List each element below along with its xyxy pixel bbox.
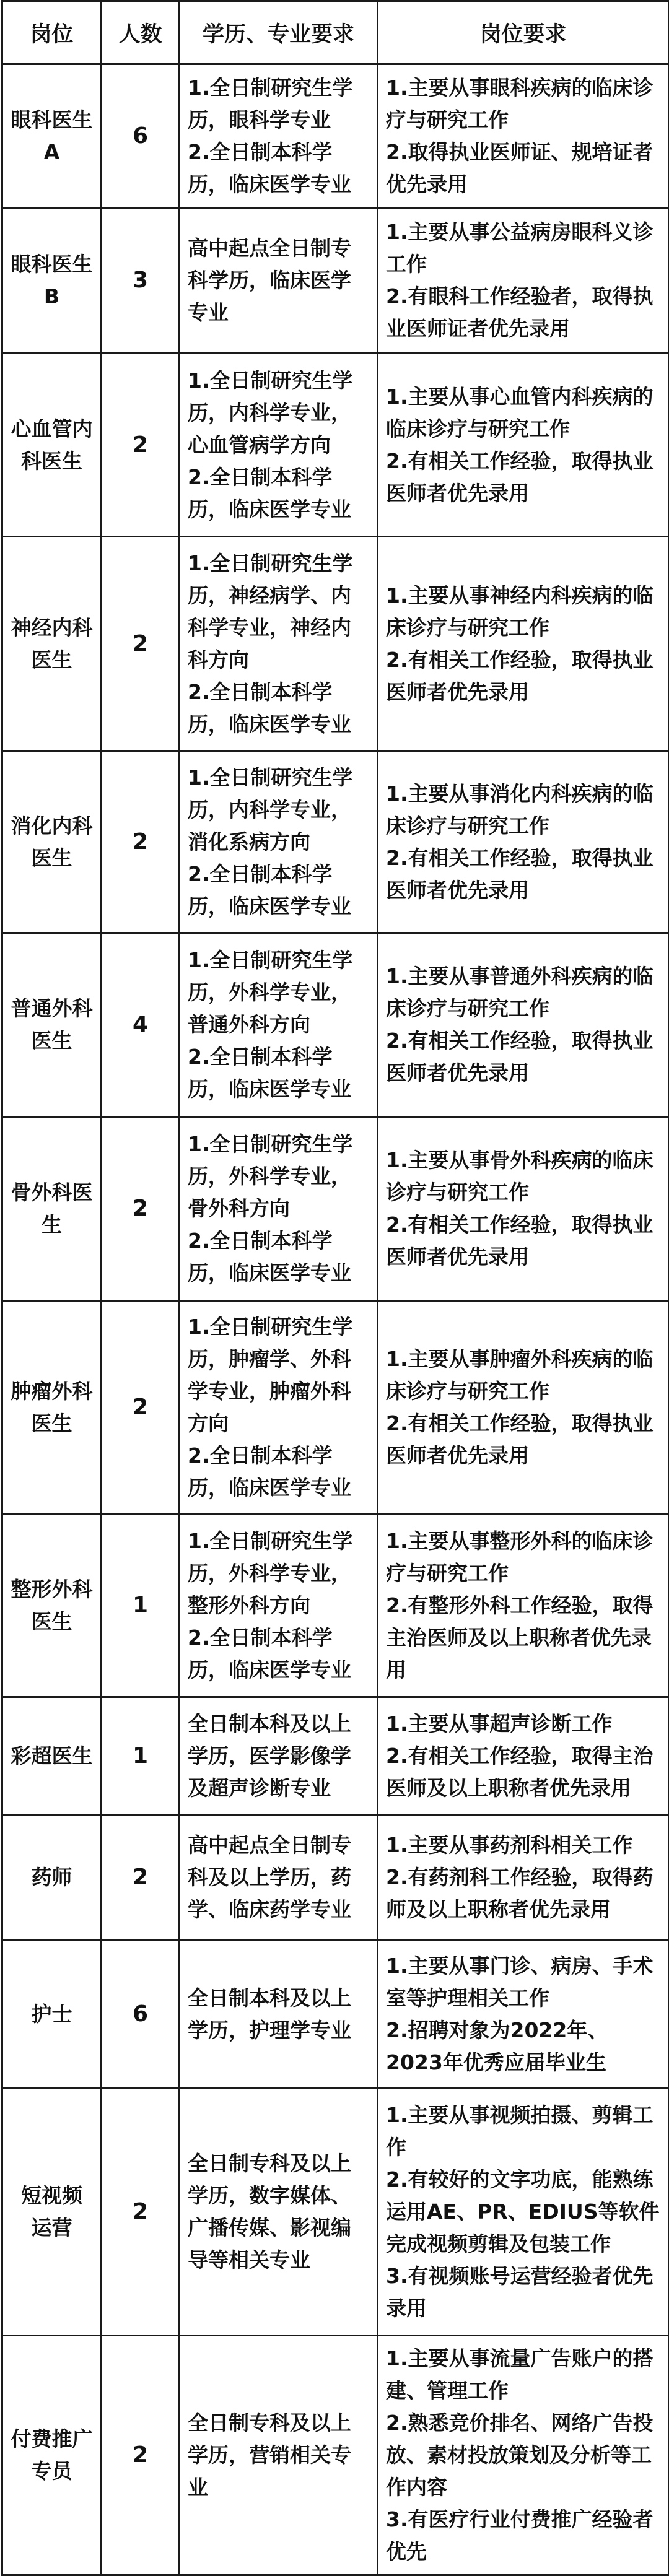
requirements-cell: 1.主要从事流量广告账户的搭建、管理工作 2.熟悉竞价排名、网络广告投放、素材投放策划及分析等工作内容 3.有医疗行业付费推广经验者优先 bbox=[378, 2336, 669, 2575]
table-header-row bbox=[2, 1, 669, 64]
table-row bbox=[2, 1697, 669, 1815]
education-cell: 1.全日制研究生学历，内科学专业，消化系病方向 2.全日制本科学历，临床医学专业 bbox=[180, 751, 378, 933]
count-cell: 2 bbox=[102, 2336, 180, 2575]
requirements-cell: 1.主要从事消化内科疾病的临床诊疗与研究工作 2.有相关工作经验，取得执业医师者优先录用 bbox=[378, 751, 669, 933]
education-cell: 1.全日制研究生学历，神经病学、内科学专业，神经内科方向 2.全日制本科学历，临床医学专业 bbox=[180, 537, 378, 751]
table-row bbox=[2, 1815, 669, 1941]
header-education: 学历、专业要求 bbox=[180, 1, 378, 64]
count-cell: 4 bbox=[102, 933, 180, 1117]
table-row bbox=[2, 933, 669, 1117]
position-cell: 眼科医生 A bbox=[2, 64, 102, 208]
count-cell: 2 bbox=[102, 751, 180, 933]
table-row bbox=[2, 2088, 669, 2336]
table-row bbox=[2, 2336, 669, 2575]
count-cell: 1 bbox=[102, 1697, 180, 1815]
table-row bbox=[2, 354, 669, 537]
education-cell: 全日制本科及以上学历，医学影像学及超声诊断专业 bbox=[180, 1697, 378, 1815]
requirements-cell: 1.主要从事心血管内科疾病的临床诊疗与研究工作 2.有相关工作经验，取得执业医师者优先录用 bbox=[378, 354, 669, 537]
education-cell: 全日制专科及以上学历，数字媒体、广播传媒、影视编导等相关专业 bbox=[180, 2088, 378, 2336]
position-cell: 药师 bbox=[2, 1815, 102, 1941]
education-cell: 全日制专科及以上学历，营销相关专业 bbox=[180, 2336, 378, 2575]
education-cell: 1.全日制研究生学历，肿瘤学、外科学专业，肿瘤外科方向 2.全日制本科学历，临床医学专业 bbox=[180, 1301, 378, 1514]
table-body bbox=[2, 64, 669, 2575]
requirements-cell: 1.主要从事肿瘤外科疾病的临床诊疗与研究工作 2.有相关工作经验，取得执业医师者优先录用 bbox=[378, 1301, 669, 1514]
table-row bbox=[2, 1301, 669, 1514]
requirements-cell: 1.主要从事骨外科疾病的临床诊疗与研究工作 2.有相关工作经验，取得执业医师者优先录用 bbox=[378, 1117, 669, 1301]
count-cell: 6 bbox=[102, 1941, 180, 2088]
table-row bbox=[2, 1941, 669, 2088]
position-cell: 护士 bbox=[2, 1941, 102, 2088]
position-cell: 整形外科医生 bbox=[2, 1514, 102, 1697]
table-row bbox=[2, 208, 669, 354]
requirements-cell: 1.主要从事视频拍摄、剪辑工作 2.有较好的文字功底，能熟练运用AE、PR、EDIUS等软件完成视频剪辑及包装工作 3.有视频账号运营经验者优先录用 bbox=[378, 2088, 669, 2336]
recruitment-table bbox=[1, 0, 669, 2576]
requirements-cell: 1.主要从事超声诊断工作 2.有相关工作经验，取得主治医师及以上职称者优先录用 bbox=[378, 1697, 669, 1815]
count-cell: 2 bbox=[102, 1815, 180, 1941]
education-cell: 1.全日制研究生学历，内科学专业，心血管病学方向 2.全日制本科学历，临床医学专业 bbox=[180, 354, 378, 537]
position-cell: 神经内科医生 bbox=[2, 537, 102, 751]
table-row bbox=[2, 537, 669, 751]
table-row bbox=[2, 1514, 669, 1697]
count-cell: 2 bbox=[102, 1301, 180, 1514]
position-cell: 普通外科医生 bbox=[2, 933, 102, 1117]
requirements-cell: 1.主要从事整形外科的临床诊疗与研究工作 2.有整形外科工作经验，取得主治医师及以上职称者优先录用 bbox=[378, 1514, 669, 1697]
education-cell: 1.全日制研究生学历，外科学专业，整形外科方向 2.全日制本科学历，临床医学专业 bbox=[180, 1514, 378, 1697]
table-row bbox=[2, 751, 669, 933]
requirements-cell: 1.主要从事药剂科相关工作 2.有药剂科工作经验，取得药师及以上职称者优先录用 bbox=[378, 1815, 669, 1941]
position-cell: 肿瘤外科医生 bbox=[2, 1301, 102, 1514]
position-cell: 彩超医生 bbox=[2, 1697, 102, 1815]
table-row bbox=[2, 64, 669, 208]
position-cell: 付费推广 专员 bbox=[2, 2336, 102, 2575]
position-cell: 消化内科医生 bbox=[2, 751, 102, 933]
position-cell: 眼科医生 B bbox=[2, 208, 102, 354]
position-cell: 心血管内科医生 bbox=[2, 354, 102, 537]
education-cell: 1.全日制研究生学历，外科学专业，普通外科方向 2.全日制本科学历，临床医学专业 bbox=[180, 933, 378, 1117]
table-row bbox=[2, 1117, 669, 1301]
requirements-cell: 1.主要从事眼科疾病的临床诊疗与研究工作 2.取得执业医师证、规培证者优先录用 bbox=[378, 64, 669, 208]
education-cell: 1.全日制研究生学历，外科学专业，骨外科方向 2.全日制本科学历，临床医学专业 bbox=[180, 1117, 378, 1301]
education-cell: 高中起点全日制专科及以上学历，药学、临床药学专业 bbox=[180, 1815, 378, 1941]
count-cell: 2 bbox=[102, 2088, 180, 2336]
header-position: 岗位 bbox=[2, 1, 102, 64]
header-count: 人数 bbox=[102, 1, 180, 64]
requirements-cell: 1.主要从事神经内科疾病的临床诊疗与研究工作 2.有相关工作经验，取得执业医师者优先录用 bbox=[378, 537, 669, 751]
header-requirements: 岗位要求 bbox=[378, 1, 669, 64]
education-cell: 高中起点全日制专科学历，临床医学专业 bbox=[180, 208, 378, 354]
requirements-cell: 1.主要从事普通外科疾病的临床诊疗与研究工作 2.有相关工作经验，取得执业医师者优先录用 bbox=[378, 933, 669, 1117]
count-cell: 6 bbox=[102, 64, 180, 208]
count-cell: 2 bbox=[102, 1117, 180, 1301]
count-cell: 1 bbox=[102, 1514, 180, 1697]
count-cell: 3 bbox=[102, 208, 180, 354]
requirements-cell: 1.主要从事公益病房眼科义诊工作 2.有眼科工作经验者，取得执业医师证者优先录用 bbox=[378, 208, 669, 354]
count-cell: 2 bbox=[102, 354, 180, 537]
education-cell: 1.全日制研究生学历，眼科学专业 2.全日制本科学历，临床医学专业 bbox=[180, 64, 378, 208]
requirements-cell: 1.主要从事门诊、病房、手术室等护理相关工作 2.招聘对象为2022年、2023年优秀应届毕业生 bbox=[378, 1941, 669, 2088]
count-cell: 2 bbox=[102, 537, 180, 751]
position-cell: 短视频 运营 bbox=[2, 2088, 102, 2336]
position-cell: 骨外科医生 bbox=[2, 1117, 102, 1301]
education-cell: 全日制本科及以上学历，护理学专业 bbox=[180, 1941, 378, 2088]
